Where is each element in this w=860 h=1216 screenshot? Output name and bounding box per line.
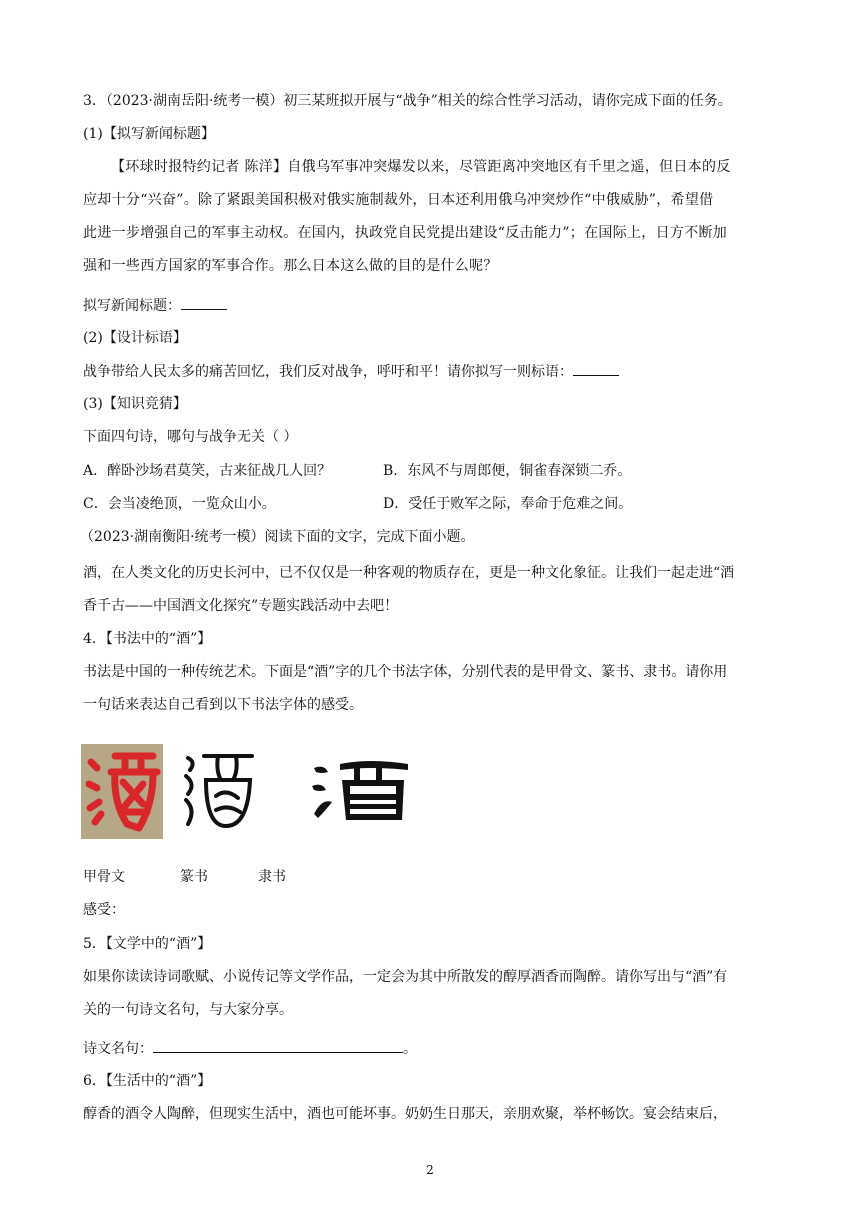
seal-script-jiu-image [182,748,256,830]
news-line-1: 【环球时报特约记者 陈洋】自俄乌军事冲突爆发以来，尽管距离冲突地区有千里之遥，但日本的反 [111,159,731,175]
slogan-blank[interactable] [573,361,619,376]
clerical-script-jiu-image [310,758,410,824]
oracle-bone-jiu-image [81,744,163,839]
news-title-answer [83,295,227,316]
option-a[interactable]: A．醉卧沙场君莫笑，古来征战几人回？ [83,463,332,479]
q5-title: 5．【文学中的“酒”】 [83,936,212,952]
q4-text-2: 一句话来表达自己看到以下书法字体的感受。 [83,697,363,713]
q3-task1-title: (1)【拟写新闻标题】 [83,126,215,142]
news-line-4: 强和一些西方国家的军事合作。那么日本这么做的目的是什么呢？ [83,258,498,274]
news-line-3: 此进一步增强自己的军事主动权。在国内，执政党自民党提出建设“反击能力”；在国际上，日方不断加 [83,225,728,241]
option-c[interactable]: C．会当凌绝顶，一览众山小。 [83,496,276,512]
group-intro-1: 酒，在人类文化的历史长河中，已不仅仅是一种客观的物质存在，更是一种文化象征。让我们一起走进“酒 [83,565,735,581]
oracle-bone-jiu-svg [81,744,163,839]
group-intro-2: 香千古——中国酒文化探究”专题实践活动中去吧！ [83,598,399,614]
q4-title: 4．【书法中的“酒”】 [83,631,212,647]
slogan-prompt: 战争带给人民太多的痛苦回忆，我们反对战争，呼吁和平！请你拟写一则标语： [83,364,573,380]
option-b[interactable]: B．东风不与周郎便，铜雀春深锁二乔。 [383,463,632,479]
page-number: 2 [426,1163,434,1177]
feeling-label: 感受： [83,902,125,918]
seal-script-jiu-svg [182,748,256,830]
poem-answer-label: 诗文名句： [83,1041,153,1057]
group-header: （2023·湖南衡阳·统考一模）阅读下面的文字，完成下面小题。 [80,529,475,545]
clerical-script-jiu-svg [310,758,410,824]
q3-header: 3．（2023·湖南岳阳·统考一模）初三某班拟开展与“战争”相关的综合性学习活动，请你完成下面的任务。 [83,93,732,109]
quiz-question: 下面四句诗，哪句与战争无关（ ） [83,429,298,445]
q4-text-1: 书法是中国的一种传统艺术。下面是“酒”字的几个书法字体，分别代表的是甲骨文、篆书、隶书。请你用 [83,664,728,680]
label-oracle-bone: 甲骨文 [83,869,125,885]
news-title-label: 拟写新闻标题： [83,298,181,314]
q6-title: 6．【生活中的“酒”】 [83,1073,212,1089]
poem-answer-blank[interactable] [153,1038,403,1053]
label-clerical-script: 隶书 [258,869,286,885]
news-title-blank[interactable] [181,295,227,310]
q6-text-1: 醇香的酒令人陶醉，但现实生活中，酒也可能坏事。奶奶生日那天，亲朋欢聚，举杯畅饮。宴会结束后， [83,1106,727,1122]
q3-task2-title: (2)【设计标语】 [83,330,187,346]
q5-text-2: 关的一句诗文名句，与大家分享。 [83,1002,293,1018]
q3-task3-title: (3)【知识竞猜】 [83,396,187,412]
slogan-line [83,361,619,382]
q5-text-1: 如果你读读诗词歌赋、小说传记等文学作品，一定会为其中所散发的醇厚酒香而陶醉。请你写出与“酒”有 [83,969,728,985]
label-seal-script: 篆书 [180,869,208,885]
option-d[interactable]: D．受任于败军之际，奉命于危难之间。 [383,496,633,512]
poem-answer-end: 。 [403,1041,417,1057]
poem-answer-line [83,1038,417,1059]
news-line-2: 应却十分“兴奋”。除了紧跟美国积极对俄实施制裁外，日本还利用俄乌冲突炒作“中俄威胁”，希望借 [83,192,714,208]
